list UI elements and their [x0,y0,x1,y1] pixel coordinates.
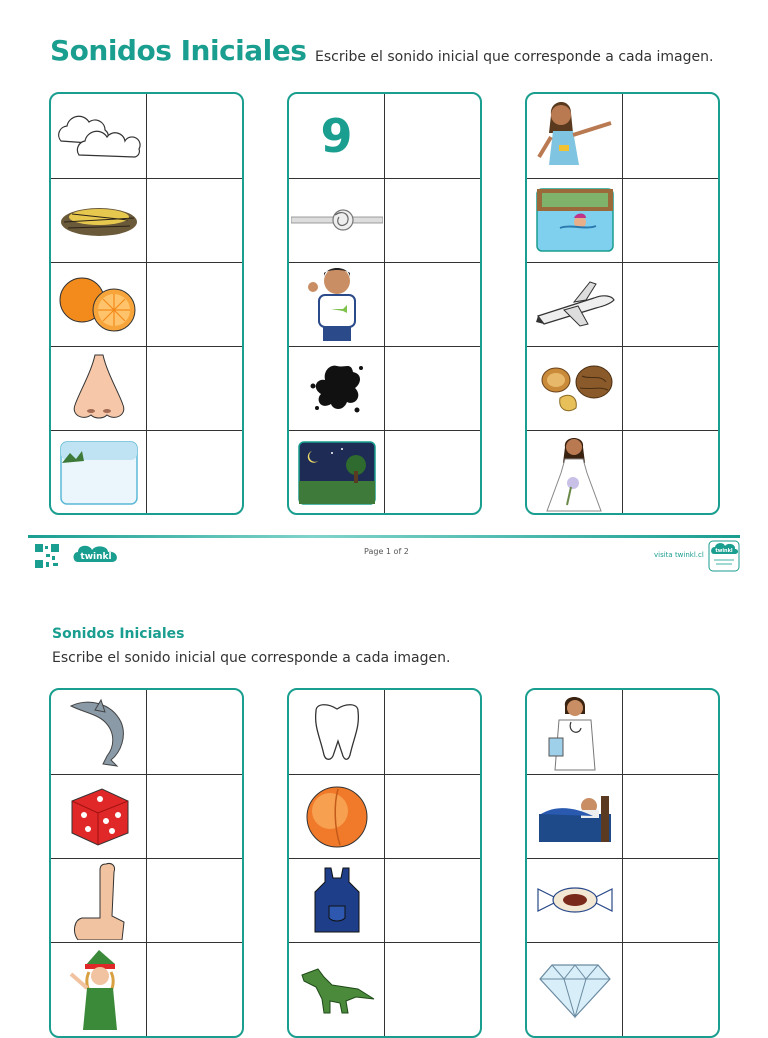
page2-instructions: Escribe el sonido inicial que corresponde a cada imagen. [52,650,451,666]
answer-box[interactable] [386,690,480,774]
answer-box[interactable] [386,346,480,430]
twinkl-logo [72,542,120,568]
night-icon [289,430,385,515]
answer-box[interactable] [386,262,480,346]
knot-icon [289,178,385,262]
worksheet2-column-1 [49,688,244,1038]
peach-icon [289,774,385,858]
svg-text:twinkl: twinkl [715,548,733,554]
worksheet-column-3 [525,92,720,515]
nest-icon [51,178,147,262]
svg-text:twinkl: twinkl [80,552,112,562]
worksheet-row [51,178,242,263]
worksheet2-column-2 [287,688,482,1038]
answer-box[interactable] [624,774,718,858]
walnuts-icon [527,346,623,430]
worksheet-row [527,430,718,515]
page-title: Sonidos Iniciales [50,34,307,67]
candy-icon [527,858,623,942]
ink-stain-icon [289,346,385,430]
worksheet-row [51,858,242,943]
answer-box[interactable] [148,690,242,774]
answer-box[interactable] [386,94,480,178]
space-shuttle-icon [527,262,623,346]
worksheet-row [51,346,242,431]
answer-box[interactable] [624,262,718,346]
worksheet-row [51,690,242,775]
worksheet-row [289,858,480,943]
worksheet-row [527,774,718,859]
answer-box[interactable] [624,346,718,430]
worksheet-row [527,858,718,943]
snow-icon [51,430,147,515]
page2-title: Sonidos Iniciales [52,626,185,642]
answer-box[interactable] [386,774,480,858]
footer-divider [28,535,740,538]
worksheet-row [51,94,242,179]
bride-icon [527,430,623,515]
dolphin-icon [51,690,147,774]
worksheet-row [527,262,718,347]
worksheet-row [51,262,242,347]
answer-box[interactable] [386,430,480,515]
nose-icon [51,346,147,430]
worksheet-row [51,430,242,515]
answer-box[interactable] [386,858,480,942]
dice-icon [51,774,147,858]
answer-box[interactable] [624,430,718,515]
finger-icon [51,858,147,942]
answer-box[interactable] [148,346,242,430]
answer-box[interactable] [624,690,718,774]
nine-digit: 9 [320,109,353,163]
orange-icon [51,262,147,346]
worksheet-row [289,774,480,859]
answer-box[interactable] [624,178,718,262]
answer-box[interactable] [148,262,242,346]
visit-website-link[interactable]: visita twinkl.cl [654,551,704,559]
worksheet-column-1 [49,92,244,515]
doctor-icon [527,690,623,774]
worksheet-row [527,178,718,263]
worksheet-row [289,262,480,347]
twinkl-badge-icon [708,540,740,572]
worksheet-row [289,346,480,431]
apron-icon [289,858,385,942]
boy-icon [289,262,385,346]
qr-code-icon [34,543,60,569]
worksheet-row [289,690,480,775]
answer-box[interactable] [148,94,242,178]
sleeping-child-icon [527,774,623,858]
swimmer-icon [527,178,623,262]
worksheet-row [51,774,242,859]
page-number: Page 1 of 2 [364,547,409,556]
nine-icon [289,94,385,178]
answer-box[interactable] [148,430,242,515]
worksheet-row [527,94,718,179]
answer-box[interactable] [386,178,480,262]
answer-box[interactable] [624,94,718,178]
page-instructions: Escribe el sonido inicial que corresponde a cada imagen. [315,49,714,65]
worksheet-row [527,346,718,431]
answer-box[interactable] [148,774,242,858]
worksheet-row [289,94,480,179]
worksheet-column-2 [287,92,482,515]
girl-pointing-icon [527,94,623,178]
worksheet-row [289,178,480,263]
worksheet2-column-3 [525,688,720,1038]
answer-box[interactable] [148,178,242,262]
answer-box[interactable] [148,858,242,942]
worksheet-row [289,430,480,515]
clouds-icon [51,94,147,178]
worksheet-row [527,690,718,775]
tooth-icon [289,690,385,774]
answer-box[interactable] [624,858,718,942]
